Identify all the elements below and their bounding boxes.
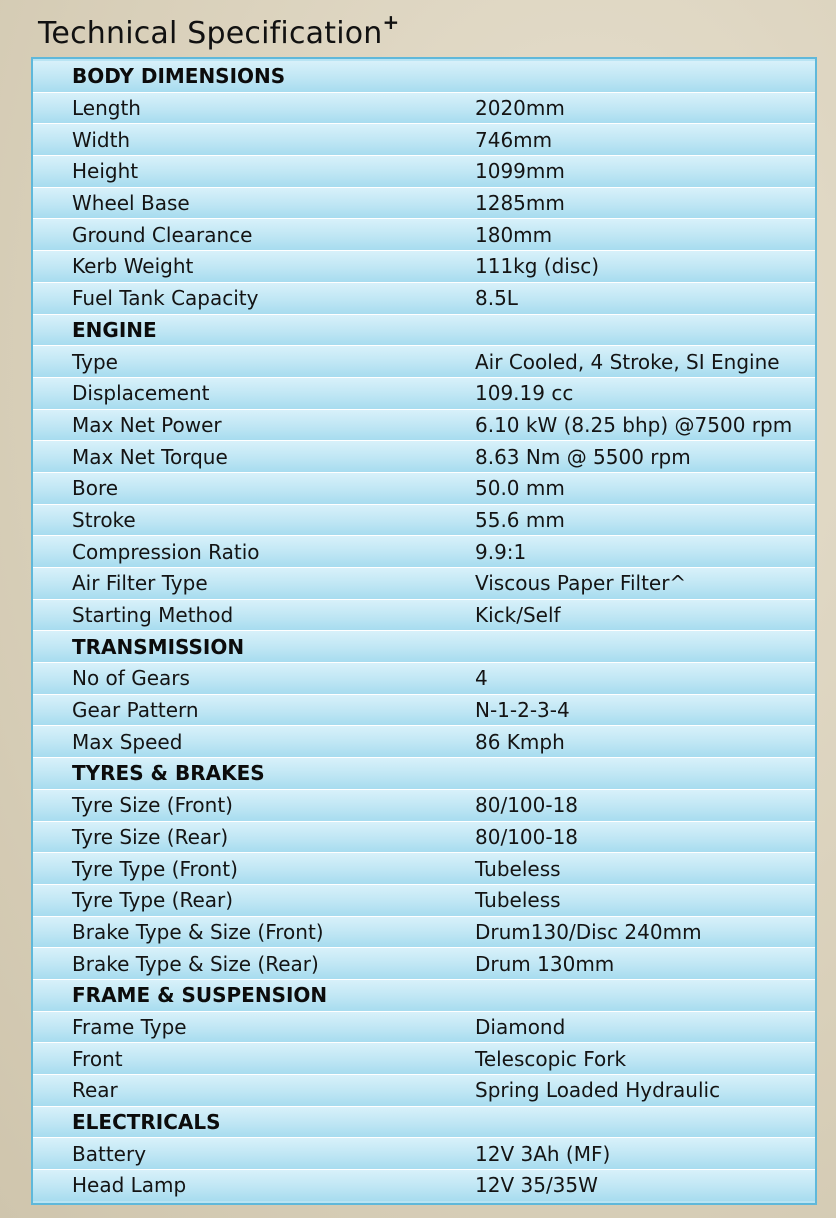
- spec-value: 109.19 cc: [475, 381, 574, 406]
- spec-row: [33, 251, 815, 283]
- spec-value: 180mm: [475, 222, 553, 247]
- spec-row: [33, 663, 815, 695]
- spec-label: Width: [72, 127, 131, 152]
- spec-row: [33, 156, 815, 188]
- spec-value: N-1-2-3-4: [475, 698, 570, 723]
- spec-label: Rear: [72, 1078, 118, 1103]
- title-footnote-mark: +: [382, 10, 400, 34]
- spec-label: Max Speed: [72, 729, 183, 754]
- spec-value: 1285mm: [475, 191, 565, 216]
- spec-value: Telescopic Fork: [475, 1046, 627, 1071]
- spec-label: Bore: [72, 476, 119, 501]
- spec-value: 8.5L: [475, 286, 518, 311]
- spec-label: Frame Type: [72, 1014, 187, 1039]
- section-title: ELECTRICALS: [72, 1110, 221, 1135]
- spec-row: [33, 726, 815, 758]
- spec-value: Spring Loaded Hydraulic: [475, 1078, 721, 1103]
- spec-row: [33, 441, 815, 473]
- spec-row: [33, 124, 815, 156]
- spec-row: [33, 346, 815, 378]
- spec-row: [33, 410, 815, 442]
- spec-value: 1099mm: [475, 159, 565, 184]
- spec-value: Air Cooled, 4 Stroke, SI Engine: [475, 349, 780, 374]
- spec-row: [33, 1012, 815, 1044]
- spec-label: Type: [72, 349, 118, 374]
- spec-value: 111kg (disc): [475, 254, 600, 279]
- spec-row: [33, 283, 815, 315]
- spec-row: [33, 1075, 815, 1107]
- spec-row: [33, 695, 815, 727]
- page-title-text: Technical Specification: [38, 16, 383, 51]
- section-header: [33, 631, 815, 663]
- spec-value: 86 Kmph: [475, 729, 565, 754]
- spec-label: Max Net Torque: [72, 444, 228, 469]
- spec-label: Head Lamp: [72, 1173, 187, 1198]
- spec-label: Length: [72, 96, 141, 121]
- section-title: FRAME & SUSPENSION: [72, 983, 328, 1008]
- spec-label: Tyre Type (Front): [72, 856, 238, 881]
- section-title: TRANSMISSION: [72, 634, 245, 659]
- spec-label: Battery: [72, 1141, 147, 1166]
- spec-label: Max Net Power: [72, 412, 222, 437]
- spec-row: [33, 885, 815, 917]
- section-header: [33, 758, 815, 790]
- spec-row: [33, 473, 815, 505]
- spec-label: Kerb Weight: [72, 254, 194, 279]
- spec-row: [33, 93, 815, 125]
- spec-row: [33, 568, 815, 600]
- spec-label: No of Gears: [72, 666, 190, 691]
- spec-label: Front: [72, 1046, 123, 1071]
- spec-row: [33, 1043, 815, 1075]
- spec-label: Fuel Tank Capacity: [72, 286, 259, 311]
- spec-value: 50.0 mm: [475, 476, 565, 501]
- section-header: [33, 980, 815, 1012]
- spec-label: Starting Method: [72, 603, 234, 628]
- spec-label: Ground Clearance: [72, 222, 253, 247]
- spec-label: Gear Pattern: [72, 698, 199, 723]
- spec-row: [33, 378, 815, 410]
- spec-value: 12V 3Ah (MF): [475, 1141, 611, 1166]
- spec-label: Wheel Base: [72, 191, 190, 216]
- spec-row: [33, 853, 815, 885]
- spec-value: Drum130/Disc 240mm: [475, 919, 702, 944]
- spec-row: [33, 1170, 815, 1201]
- spec-label: Displacement: [72, 381, 210, 406]
- spec-label: Air Filter Type: [72, 571, 208, 596]
- spec-row: [33, 790, 815, 822]
- spec-row: [33, 1138, 815, 1170]
- spec-label: Stroke: [72, 507, 136, 532]
- spec-value: 746mm: [475, 127, 553, 152]
- spec-label: Tyre Size (Front): [72, 793, 233, 818]
- section-header: [33, 315, 815, 347]
- spec-value: Diamond: [475, 1014, 566, 1039]
- spec-label: Height: [72, 159, 139, 184]
- section-title: TYRES & BRAKES: [72, 761, 265, 786]
- spec-label: Brake Type & Size (Front): [72, 919, 324, 944]
- spec-label: Tyre Size (Rear): [72, 824, 229, 849]
- spec-value: Tubeless: [475, 856, 561, 881]
- spec-value: 4: [475, 666, 488, 691]
- spec-value: 80/100-18: [475, 824, 579, 849]
- spec-value: Drum 130mm: [475, 951, 615, 976]
- spec-value: Tubeless: [475, 888, 561, 913]
- spec-value: 9.9:1: [475, 539, 527, 564]
- section-title: BODY DIMENSIONS: [72, 64, 286, 89]
- spec-value: 8.63 Nm @ 5500 rpm: [475, 444, 691, 469]
- spec-row: [33, 917, 815, 949]
- spec-value: 12V 35/35W: [475, 1173, 598, 1198]
- spec-value: 80/100-18: [475, 793, 579, 818]
- spec-row: [33, 505, 815, 537]
- spec-row: [33, 188, 815, 220]
- spec-row: [33, 219, 815, 251]
- page-title: [38, 10, 399, 51]
- spec-label: Brake Type & Size (Rear): [72, 951, 319, 976]
- spec-label: Tyre Type (Rear): [72, 888, 234, 913]
- spec-label: Compression Ratio: [72, 539, 260, 564]
- spec-value: 6.10 kW (8.25 bhp) @7500 rpm: [475, 412, 793, 437]
- spec-row: [33, 600, 815, 632]
- spec-table: [31, 57, 817, 1205]
- spec-row: [33, 536, 815, 568]
- section-title: ENGINE: [72, 317, 157, 342]
- spec-value: 55.6 mm: [475, 507, 565, 532]
- spec-row: [33, 822, 815, 854]
- section-header: [33, 61, 815, 93]
- spec-value: Viscous Paper Filter^: [475, 571, 687, 596]
- spec-value: Kick/Self: [475, 603, 561, 628]
- spec-row: [33, 948, 815, 980]
- section-header: [33, 1107, 815, 1139]
- spec-value: 2020mm: [475, 96, 565, 121]
